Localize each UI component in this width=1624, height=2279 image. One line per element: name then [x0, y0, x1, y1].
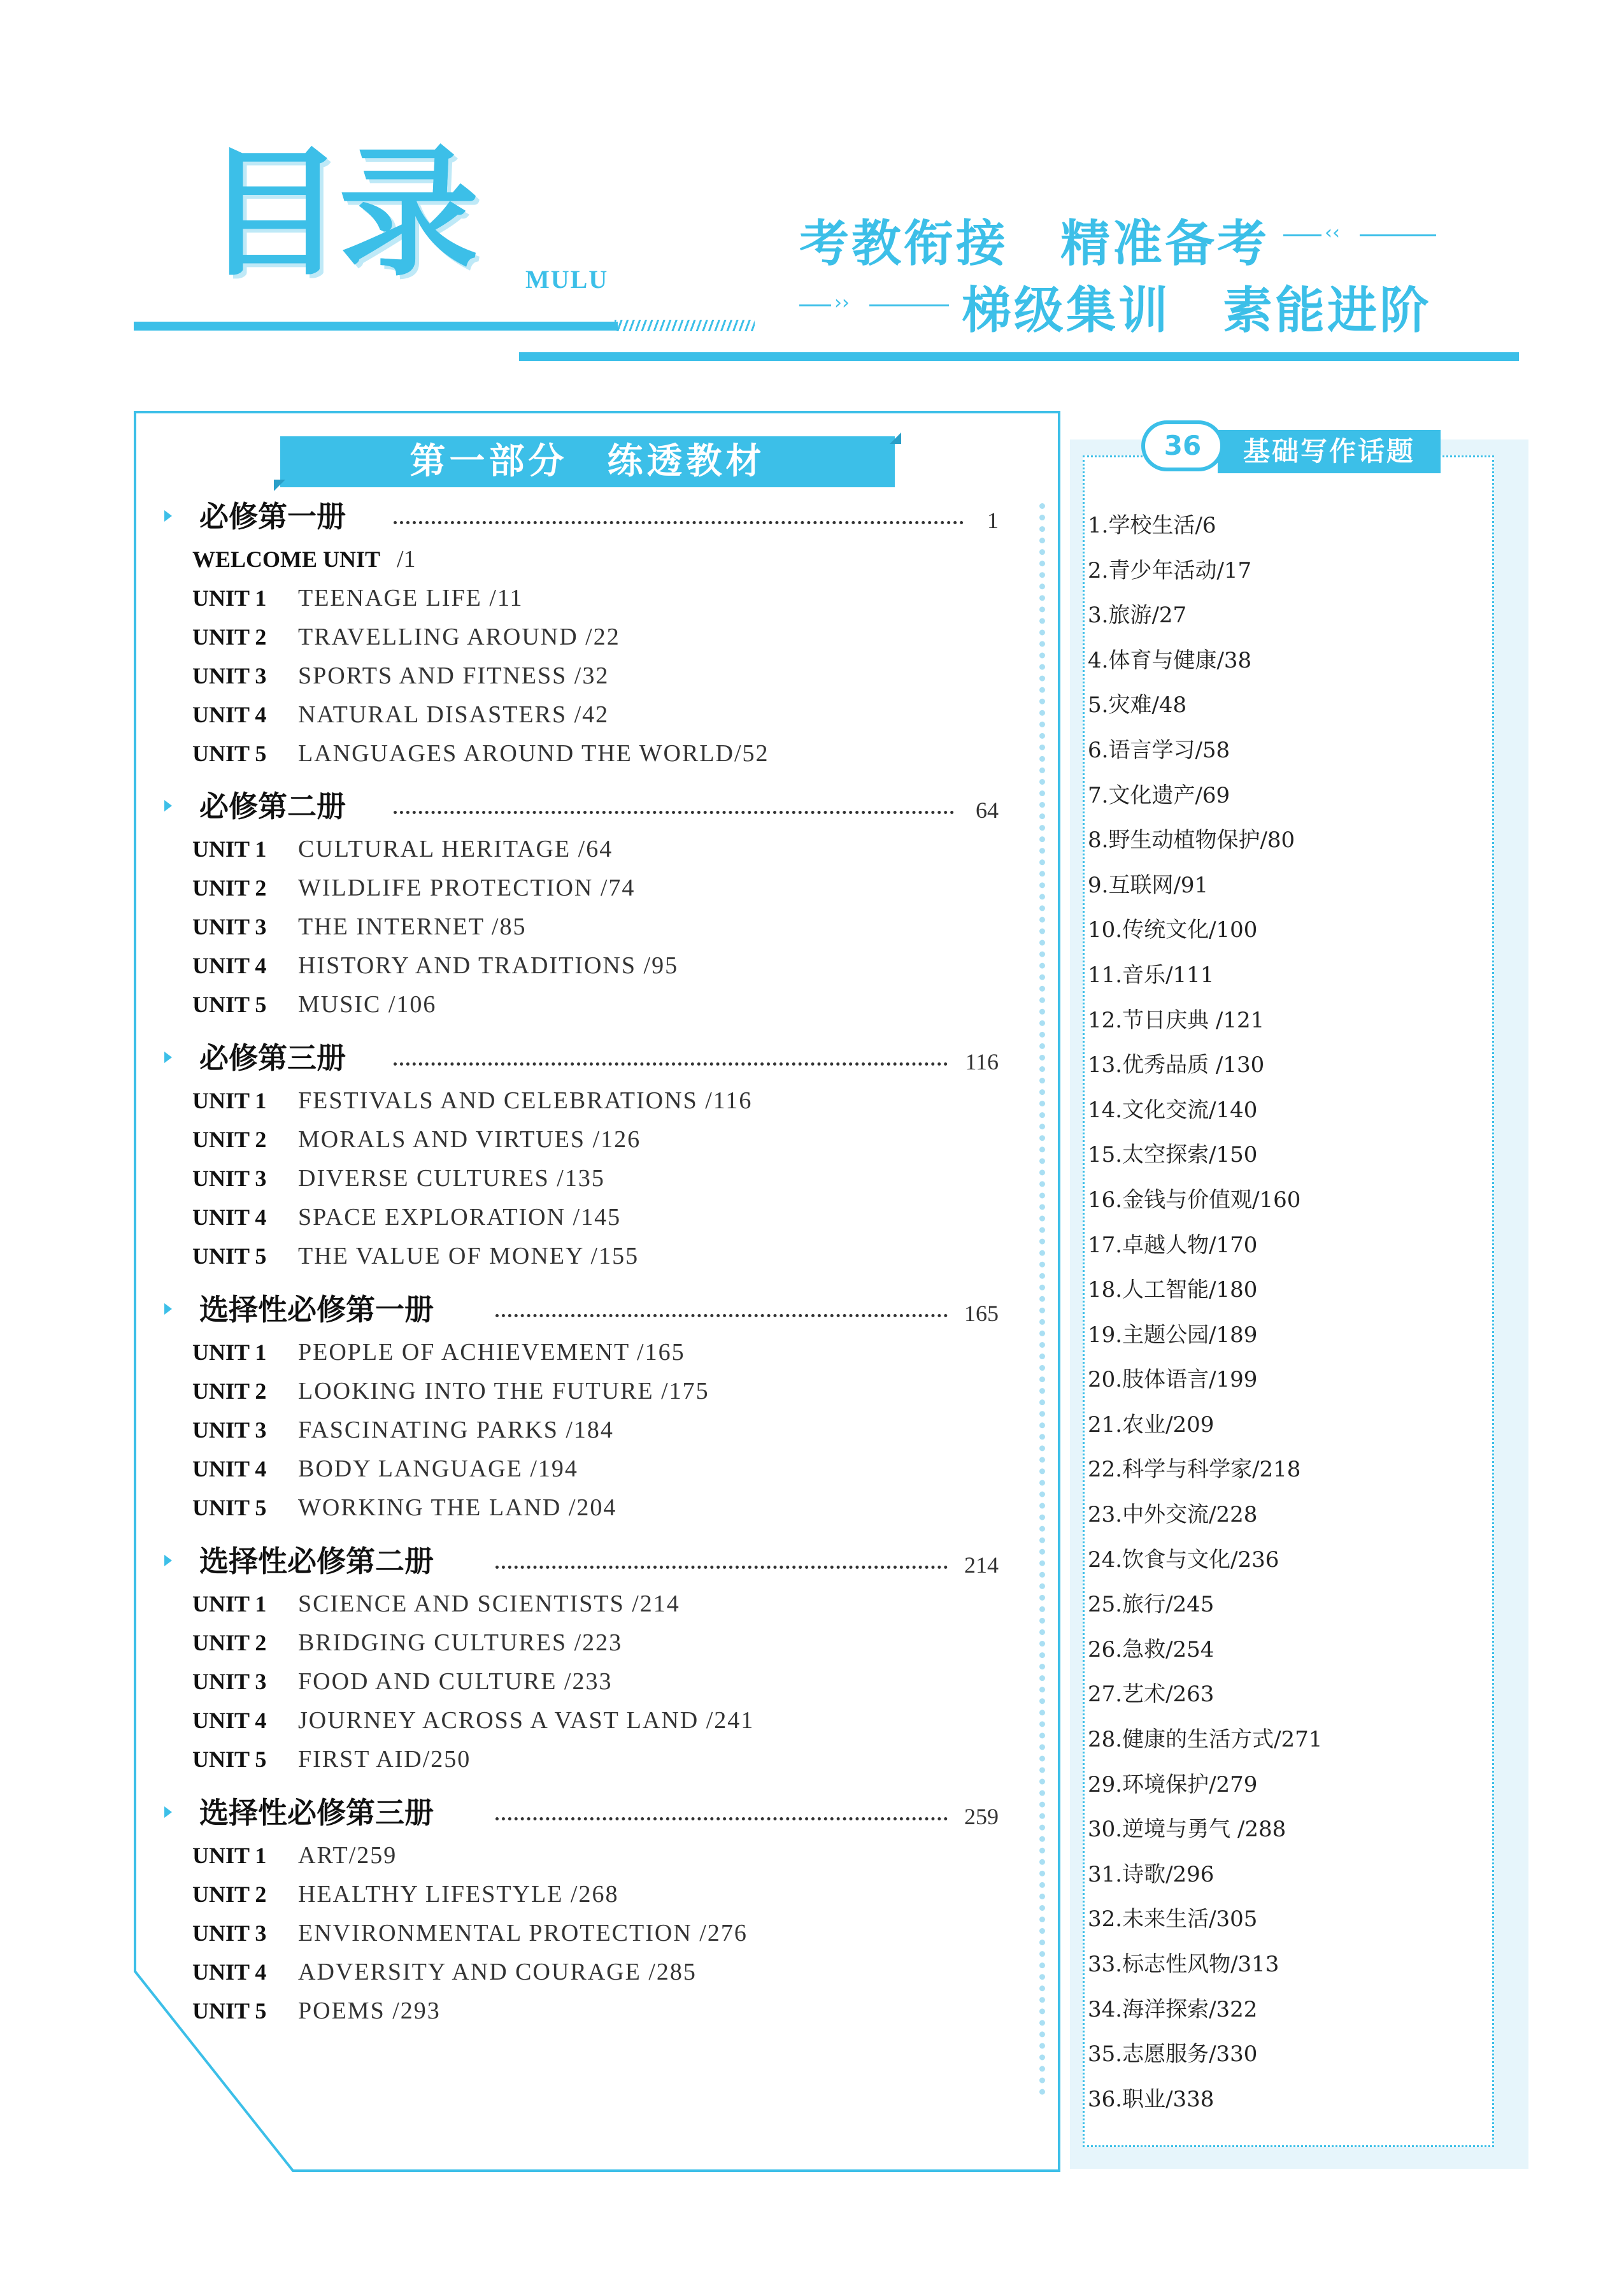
unit-title: THE INTERNET /85	[298, 913, 527, 940]
unit-row[interactable]	[164, 696, 999, 734]
topic-item[interactable]: 2.青少年活动/17	[1088, 557, 1252, 583]
slogan-deco-line	[1360, 234, 1436, 236]
topic-item[interactable]: 5.灾难/48	[1088, 692, 1187, 718]
unit-title: TEENAGE LIFE /11	[298, 585, 524, 611]
topic-item[interactable]: 10.传统文化/100	[1088, 917, 1258, 943]
unit-row[interactable]	[164, 869, 999, 908]
book-section	[164, 1792, 999, 2031]
book-page-number: 214	[964, 1552, 999, 1578]
topic-item[interactable]: 30.逆境与勇气 /288	[1088, 1817, 1286, 1843]
header-rule	[134, 322, 618, 331]
triangle-bullet-icon	[164, 1303, 172, 1315]
book-title: 选择性必修第一册	[199, 1292, 434, 1327]
page-title: 目录	[204, 132, 474, 295]
book-page-number: 1	[987, 508, 999, 533]
triangle-bullet-icon	[164, 510, 172, 522]
unit-row[interactable]	[164, 1662, 999, 1701]
unit-label: UNIT 5	[192, 1495, 267, 1520]
unit-title: ENVIRONMENTAL PROTECTION /276	[298, 1920, 748, 1947]
page-title-latin: MULU	[525, 265, 609, 294]
book-title: 必修第一册	[199, 499, 346, 534]
unit-label: UNIT 2	[192, 875, 267, 901]
unit-label: UNIT 5	[192, 1243, 267, 1269]
unit-label: UNIT 2	[192, 1127, 267, 1152]
unit-row[interactable]	[164, 1740, 999, 1779]
topic-item[interactable]: 27.艺术/263	[1088, 1682, 1214, 1708]
unit-row[interactable]	[164, 1624, 999, 1662]
unit-title: ART/259	[298, 1842, 397, 1869]
topic-item[interactable]: 13.优秀品质 /130	[1088, 1052, 1265, 1078]
unit-label: UNIT 3	[192, 1920, 267, 1946]
unit-label: UNIT 4	[192, 1708, 267, 1733]
unit-label: UNIT 2	[192, 1882, 267, 1907]
unit-title: POEMS /293	[298, 1997, 441, 2024]
unit-row[interactable]	[164, 1450, 999, 1489]
topic-item[interactable]: 21.农业/209	[1088, 1411, 1214, 1438]
topic-item[interactable]: 24.饮食与文化/236	[1088, 1547, 1279, 1573]
topic-item[interactable]: 15.太空探索/150	[1088, 1142, 1258, 1168]
book-section	[164, 785, 999, 1024]
topics-count-badge: 36	[1141, 420, 1224, 471]
book-title: 选择性必修第三册	[199, 1796, 434, 1830]
unit-label: UNIT 4	[192, 1959, 267, 1985]
unit-label: UNIT 1	[192, 1340, 267, 1365]
unit-title: JOURNEY ACROSS A VAST LAND /241	[298, 1707, 755, 1734]
unit-label: UNIT 3	[192, 914, 267, 939]
unit-label: UNIT 4	[192, 1204, 267, 1230]
unit-label: UNIT 5	[192, 1747, 267, 1772]
unit-label: UNIT 3	[192, 1417, 267, 1443]
topic-item[interactable]: 4.体育与健康/38	[1088, 647, 1252, 673]
part-title: 第一部分 练透教材	[410, 441, 766, 482]
page-title-block	[204, 134, 503, 293]
book-section	[164, 496, 999, 773]
unit-row[interactable]	[164, 1836, 999, 1875]
unit-title: FASCINATING PARKS /184	[298, 1417, 614, 1443]
unit-title: FESTIVALS AND CELEBRATIONS /116	[298, 1087, 753, 1114]
unit-title: PEOPLE OF ACHIEVEMENT /165	[298, 1339, 685, 1366]
unit-row[interactable]	[164, 1333, 999, 1372]
topic-item[interactable]: 8.野生动植物保护/80	[1088, 827, 1295, 854]
unit-row[interactable]	[164, 1237, 999, 1276]
column-divider	[1039, 503, 1045, 2096]
topic-item[interactable]: 18.人工智能/180	[1088, 1277, 1258, 1303]
triangle-bullet-icon	[164, 1806, 172, 1818]
unit-title: MUSIC /106	[298, 991, 437, 1018]
dot-leader	[495, 1817, 948, 1820]
dot-leader	[495, 1566, 948, 1569]
unit-row[interactable]	[164, 540, 999, 579]
topic-item[interactable]: 22.科学与科学家/218	[1088, 1457, 1301, 1483]
unit-label: WELCOME UNIT	[192, 547, 381, 572]
unit-label: UNIT 2	[192, 624, 267, 650]
left-double-arrow-icon: ‹‹	[1325, 222, 1340, 244]
unit-row[interactable]	[164, 1992, 999, 2031]
book-title: 必修第三册	[199, 1041, 346, 1075]
topic-item[interactable]: 14.文化交流/140	[1088, 1097, 1258, 1123]
unit-label: UNIT 1	[192, 1843, 267, 1868]
dot-leader	[394, 811, 954, 814]
unit-label: UNIT 5	[192, 741, 267, 766]
book-heading[interactable]	[164, 1037, 999, 1082]
triangle-bullet-icon	[164, 800, 172, 811]
unit-label: UNIT 1	[192, 1591, 267, 1617]
unit-row[interactable]	[164, 1701, 999, 1740]
part-banner	[280, 436, 895, 487]
unit-title: WILDLIFE PROTECTION /74	[298, 875, 636, 901]
unit-title: LOOKING INTO THE FUTURE /175	[298, 1378, 709, 1404]
unit-title: TRAVELLING AROUND /22	[298, 624, 620, 650]
dot-leader	[495, 1314, 948, 1317]
unit-row[interactable]	[164, 908, 999, 947]
unit-label: UNIT 1	[192, 585, 267, 611]
topic-item[interactable]: 19.主题公园/189	[1088, 1322, 1258, 1348]
unit-title: THE VALUE OF MONEY /155	[298, 1243, 639, 1269]
unit-label: UNIT 1	[192, 1088, 267, 1113]
topic-item[interactable]: 23.中外交流/228	[1088, 1502, 1258, 1528]
book-title: 必修第二册	[199, 789, 346, 824]
topic-item[interactable]: 17.卓越人物/170	[1088, 1232, 1258, 1258]
unit-row[interactable]	[164, 1198, 999, 1237]
topic-item[interactable]: 9.互联网/91	[1088, 872, 1209, 898]
unit-label: UNIT 3	[192, 1669, 267, 1694]
unit-row[interactable]	[164, 985, 999, 1024]
unit-row[interactable]	[164, 1159, 999, 1198]
topic-item[interactable]: 31.诗歌/296	[1088, 1861, 1214, 1887]
topic-item[interactable]: 26.急救/254	[1088, 1636, 1214, 1662]
book-section	[164, 1289, 999, 1527]
unit-row[interactable]	[164, 618, 999, 657]
unit-title: SCIENCE AND SCIENTISTS /214	[298, 1590, 680, 1617]
book-heading[interactable]	[164, 1792, 999, 1836]
book-title: 选择性必修第二册	[199, 1544, 434, 1578]
topics-list	[1088, 503, 1483, 2122]
unit-row[interactable]	[164, 734, 999, 773]
unit-title: NATURAL DISASTERS /42	[298, 701, 609, 728]
unit-title: HISTORY AND TRADITIONS /95	[298, 952, 679, 979]
unit-label: UNIT 1	[192, 836, 267, 862]
triangle-bullet-icon	[164, 1555, 172, 1566]
book-section	[164, 1037, 999, 1276]
header-rule-hatch	[615, 320, 755, 331]
topic-item[interactable]: 32.未来生活/305	[1088, 1906, 1258, 1933]
header-rule	[519, 352, 1519, 361]
topic-item[interactable]: 28.健康的生活方式/271	[1088, 1727, 1323, 1753]
unit-label: UNIT 4	[192, 953, 267, 978]
unit-label: UNIT 3	[192, 663, 267, 689]
book-heading[interactable]	[164, 496, 999, 540]
book-page-number: 116	[965, 1049, 999, 1075]
unit-row[interactable]	[164, 1585, 999, 1624]
unit-row[interactable]	[164, 947, 999, 985]
unit-row[interactable]	[164, 1120, 999, 1159]
unit-row[interactable]	[164, 830, 999, 869]
right-double-arrow-icon: ››	[834, 292, 850, 314]
unit-label: UNIT 2	[192, 1378, 267, 1404]
unit-row[interactable]	[164, 1372, 999, 1411]
topic-item[interactable]: 29.环境保护/279	[1088, 1771, 1258, 1797]
unit-label: UNIT 4	[192, 702, 267, 727]
topic-item[interactable]: 1.学校生活/6	[1088, 513, 1216, 538]
triangle-bullet-icon	[164, 1052, 172, 1063]
topic-item[interactable]: 7.文化遗产/69	[1088, 782, 1230, 808]
slogan-deco-line	[799, 304, 831, 306]
unit-row[interactable]	[164, 1953, 999, 1992]
topic-item[interactable]: 36.职业/338	[1088, 2086, 1214, 2112]
unit-page: /1	[397, 546, 416, 573]
topic-item[interactable]: 20.肢体语言/199	[1088, 1367, 1258, 1393]
unit-title: LANGUAGES AROUND THE WORLD/52	[298, 740, 769, 767]
unit-title: SPACE EXPLORATION /145	[298, 1204, 622, 1231]
topic-item[interactable]: 12.节日庆典 /121	[1088, 1007, 1265, 1033]
slogan-line-1: 考教衔接 精准备考	[799, 215, 1270, 273]
unit-label: UNIT 5	[192, 992, 267, 1017]
unit-title: CULTURAL HERITAGE /64	[298, 836, 613, 862]
book-page-number: 64	[976, 797, 999, 823]
unit-title: BODY LANGUAGE /194	[298, 1455, 578, 1482]
topic-item[interactable]: 35.志愿服务/330	[1088, 2041, 1258, 2068]
unit-label: UNIT 2	[192, 1630, 267, 1655]
unit-row[interactable]	[164, 1914, 999, 1953]
unit-title: ADVERSITY AND COURAGE /285	[298, 1959, 697, 1985]
unit-row[interactable]	[164, 1082, 999, 1120]
topics-title: 基础写作话题	[1243, 436, 1415, 467]
unit-title: WORKING THE LAND /204	[298, 1494, 617, 1521]
topic-item[interactable]: 25.旅行/245	[1088, 1592, 1214, 1618]
unit-label: UNIT 3	[192, 1166, 267, 1191]
unit-row[interactable]	[164, 1411, 999, 1450]
unit-title: BRIDGING CULTURES /223	[298, 1629, 623, 1656]
topics-title-box	[1218, 430, 1441, 473]
unit-title: FIRST AID/250	[298, 1746, 471, 1773]
book-heading[interactable]	[164, 1289, 999, 1333]
unit-title: HEALTHY LIFESTYLE /268	[298, 1881, 619, 1908]
topic-item[interactable]: 33.标志性风物/313	[1088, 1952, 1279, 1977]
topic-item[interactable]: 16.金钱与价值观/160	[1088, 1187, 1301, 1213]
unit-row[interactable]	[164, 1489, 999, 1527]
topic-item[interactable]: 11.音乐/111	[1088, 962, 1214, 988]
book-section	[164, 1540, 999, 1779]
book-heading[interactable]	[164, 785, 999, 830]
unit-label: UNIT 5	[192, 1998, 267, 2024]
unit-row[interactable]	[164, 579, 999, 618]
dot-leader	[394, 1062, 948, 1066]
slogan-deco-line	[869, 304, 949, 306]
topic-item[interactable]: 34.海洋探索/322	[1088, 1996, 1258, 2022]
slogan-line-2: 梯级集训 素能进阶	[962, 282, 1432, 339]
unit-title: MORALS AND VIRTUES /126	[298, 1126, 641, 1153]
unit-title: DIVERSE CULTURES /135	[298, 1165, 605, 1192]
book-page-number: 165	[964, 1301, 999, 1326]
unit-title: FOOD AND CULTURE /233	[298, 1668, 613, 1695]
topic-item[interactable]: 3.旅游/27	[1088, 603, 1187, 629]
unit-title: SPORTS AND FITNESS /32	[298, 662, 609, 689]
unit-label: UNIT 4	[192, 1456, 267, 1482]
book-heading[interactable]	[164, 1540, 999, 1585]
book-page-number: 259	[964, 1804, 999, 1829]
slogan-deco-line	[1283, 234, 1321, 236]
dot-leader	[394, 521, 964, 524]
unit-row[interactable]	[164, 657, 999, 696]
topic-item[interactable]: 6.语言学习/58	[1088, 737, 1230, 763]
unit-row[interactable]	[164, 1875, 999, 1914]
